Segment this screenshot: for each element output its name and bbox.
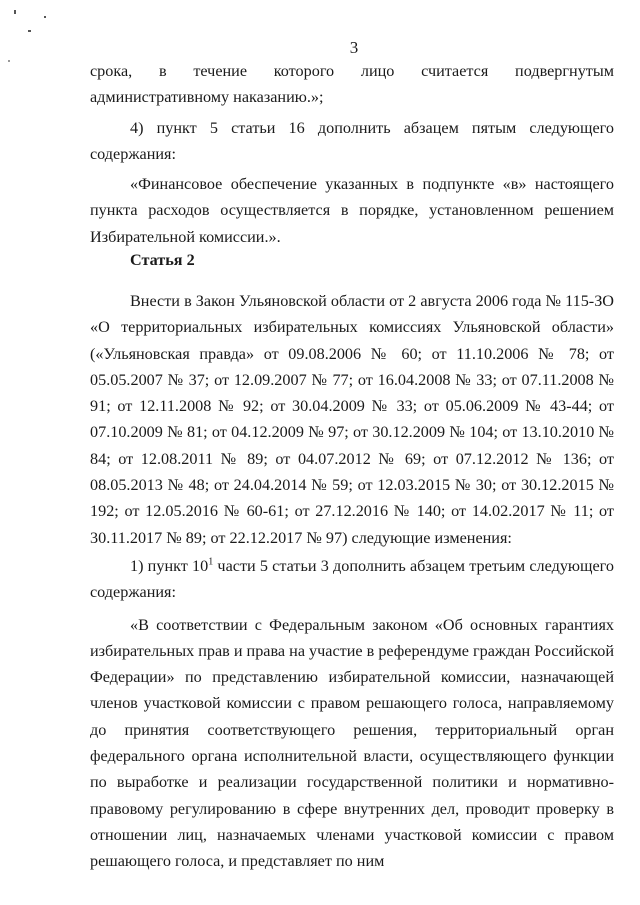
item-text: 1) пункт 10: [130, 556, 209, 575]
scan-mark: [28, 30, 31, 32]
paragraph: срока, в течение которого лицо считается подвергнутым административному наказанию.»;: [90, 62, 614, 107]
paragraph: 4) пункт 5 статьи 16 дополнить абзацем пятым следующего содержания:: [90, 118, 614, 163]
paragraph: [90, 553, 614, 606]
superscript: 1: [208, 556, 214, 568]
paragraph: «В соответствии с Федеральным законом «Об основных гарантиях избирательных прав и права на участие в референдуме граждан Российской Федерации» по представлению избирательной комиссии, назначающей членов участковой комиссии с правом решающего голоса, направляемому до принятия соответствующего решения, территориальный орган федерального органа исполнительной власти, осуществляющего функции по выработке и реализации государственной политики и нормативно-правовому регулированию в сфере внутренних дел, проводит проверку в отношении лиц, назначаемых членами участковой комиссии с правом решающего голоса, и представляет по ним: [90, 615, 615, 871]
scan-mark: [44, 16, 46, 18]
paragraph: Внести в Закон Ульяновской области от 2 августа 2006 года № 115-ЗО «О территориальных избирательных комиссиях Ульяновской области» («Ульяновская правда» от 09.08.2006 № 60; от 11.10.2006 № 78; от 05.05.2007 № 37; от 12.09.2007 № 77; от 16.04.2008 № 33; от 07.11.2008 № 91; от 12.11.2008 № 92; от 30.04.2009 № 33; от 05.06.2009 № 43-44; от 07.10.2009 № 81; от 04.12.2009 № 97; от 30.12.2009 № 104; от 13.10.2010 № 84; от 12.08.2011 № 89; от 04.07.2012 № 69; от 07.12.2012 № 136; от 08.05.2013 № 48; от 24.04.2014 № 59; от 12.03.2015 № 30; от 30.12.2015 № 192; от 12.05.2016 № 60-61; от 27.12.2016 № 140; от 14.02.2017 № 11; от 30.11.2017 № 89; от 22.12.2017 № 97) следующие изменения:: [90, 292, 614, 547]
page-number: 3: [349, 38, 359, 57]
text-block-top: [90, 58, 614, 250]
item-text: части 5 статьи 3 дополнить абзацем третьим следующего содержания:: [90, 556, 614, 602]
paragraph: «Финансовое обеспечение указанных в подпункте «в» настоящего пункта расходов осуществляется в порядке, установленном решением Избирательной комиссии.».: [90, 175, 614, 246]
scan-mark: [8, 60, 10, 62]
scan-mark: [14, 10, 16, 14]
article-heading: Статья 2: [130, 251, 195, 269]
text-block-article: [90, 288, 614, 875]
